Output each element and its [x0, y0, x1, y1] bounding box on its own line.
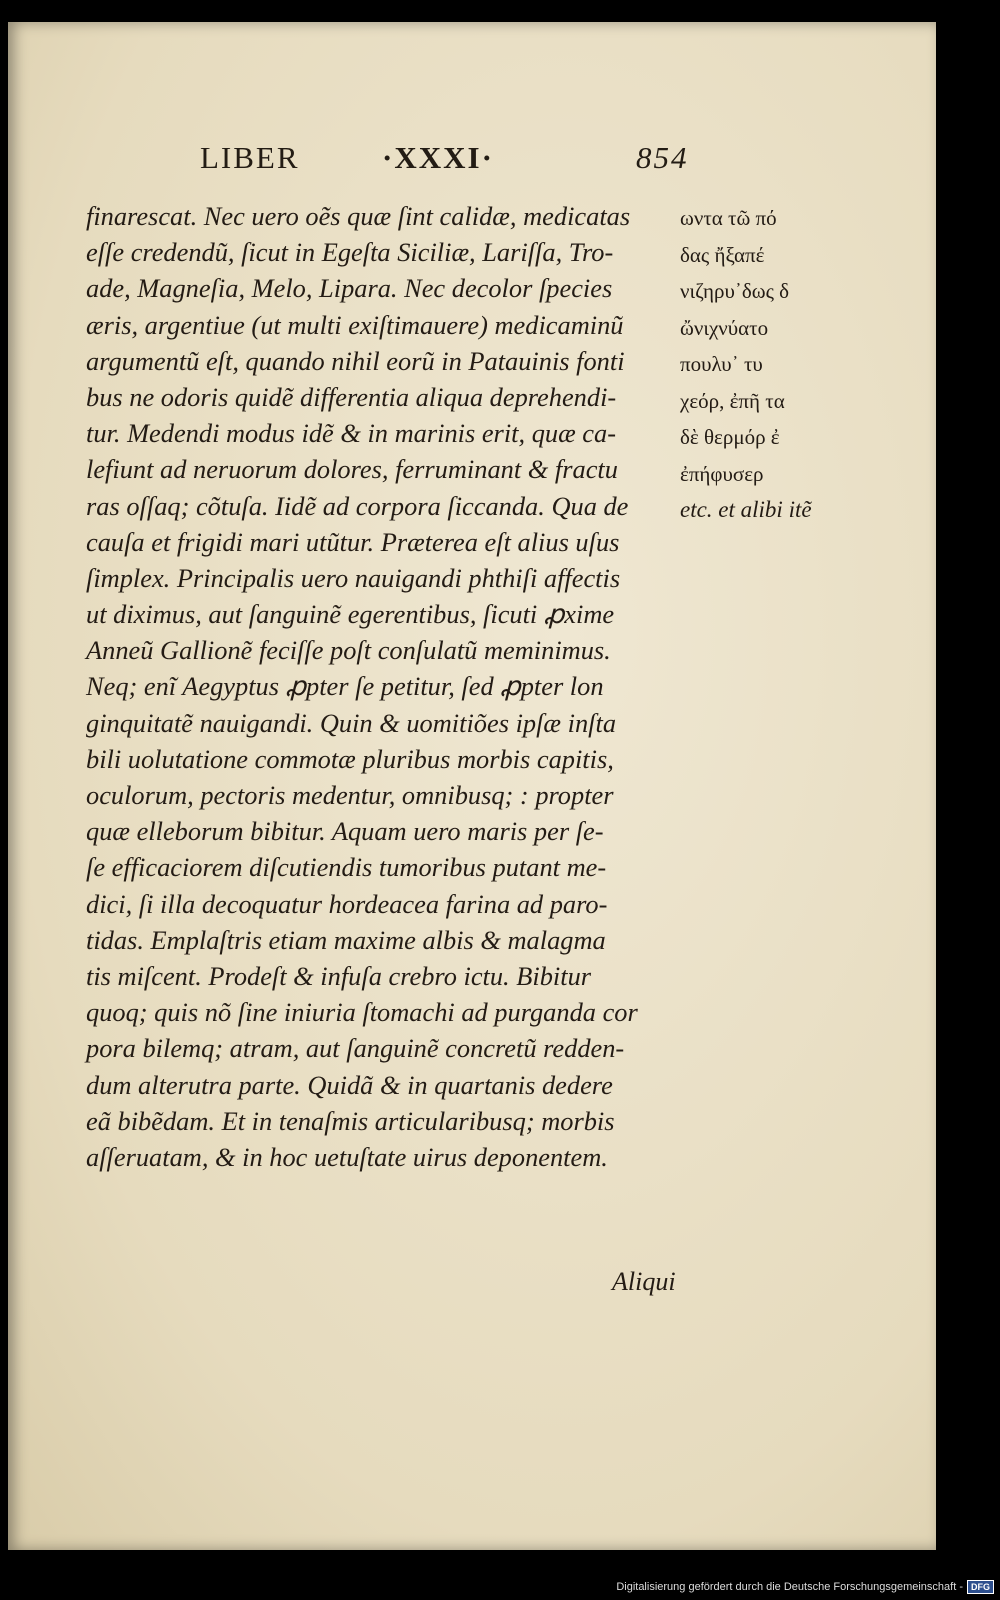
- text-line: bili uolutatione commotæ pluribus morbis capitis,: [86, 743, 614, 774]
- text-line: bus ne odoris quidẽ differentia aliqua deprehendi-: [86, 381, 617, 412]
- marginal-line: δας ἤξαπέ: [680, 242, 765, 267]
- running-header: [200, 140, 700, 184]
- text-line: quoq; quis nõ ſine iniuria ſtomachi ad purganda cor: [86, 997, 638, 1028]
- catchword: Aliqui: [612, 1267, 676, 1296]
- text-line: quæ elleborum bibitur. Aquam uero maris per ſe-: [86, 816, 604, 847]
- body-text: [86, 198, 696, 1175]
- digitization-credit: [616, 1580, 994, 1594]
- header-book-number: ·XXXI·: [382, 140, 494, 175]
- marginal-line: πουλυ᾿ τυ: [680, 352, 763, 376]
- header-liber: LIBER: [200, 140, 300, 175]
- text-line: Anneũ Gallionẽ feciſſe poſt conſulatũ meminimus.: [86, 635, 611, 666]
- text-line: ginquitatẽ nauigandi. Quin & uomitiões ipſæ inſta: [86, 707, 617, 738]
- text-line: ſe efficaciorem diſcutiendis tumoribus putant me-: [86, 852, 607, 883]
- text-line: oculorum, pectoris medentur, omnibusq; : propter: [86, 780, 614, 810]
- text-line: dici, ſi illa decoquatur hordeacea farina ad paro-: [86, 888, 608, 919]
- marginal-line: etc. et alibi itẽ: [680, 497, 812, 522]
- text-line: tidas. Emplaſtris etiam maxime albis & malagma: [86, 924, 606, 955]
- marginal-line: ὤνιχνύατο: [680, 315, 769, 340]
- text-line: dum alterutra parte. Quidã & in quartanis dedere: [86, 1069, 613, 1100]
- text-line: eã bibẽdam. Et in tenaſmis articularibusq; morbis: [86, 1105, 615, 1136]
- marginal-line: χεόρ, ἐπῆ τα: [680, 388, 785, 413]
- text-line: finarescat. Nec uero oẽs quæ ſint calidæ, medicatas: [86, 201, 631, 231]
- text-line: argumentũ eſt, quando nihil eorũ in Patauinis fonti: [86, 345, 625, 376]
- text-line: cauſa et frigidi mari utũtur. Præterea eſt alius uſus: [86, 526, 620, 557]
- text-line: ras oſſaq; cõtuſa. Iidẽ ad corpora ſiccanda. Qua de: [86, 490, 629, 521]
- text-line: aſſeruatam, & in hoc uetuſtate uirus deponentem.: [86, 1141, 608, 1172]
- text-line: ade, Magneſia, Melo, Lipara. Nec decolor ſpecies: [86, 273, 613, 304]
- book-page: [8, 22, 936, 1550]
- marginal-line: δὲ θερμόρ ἐ: [680, 425, 780, 449]
- text-line: ut diximus, aut ſanguinẽ egerentibus, ſicuti ꝓxime: [86, 599, 615, 630]
- header-page-number: 854: [636, 140, 689, 175]
- text-line: ſimplex. Principalis uero nauigandi phthiſi affectis: [86, 562, 621, 593]
- text-line: tur. Medendi modus idẽ & in marinis erit, quæ ca-: [86, 418, 616, 449]
- text-line: Neq; enĩ Aegyptus ꝓpter ſe petitur, ſed ꝓpter lon: [86, 671, 604, 702]
- dfg-logo: DFG: [967, 1580, 994, 1594]
- credit-text: Digitalisierung gefördert durch die Deutsche Forschungsgemeinschaft -: [616, 1581, 963, 1593]
- text-line: eſſe credendũ, ſicut in Egeſta Siciliæ, Lariſſa, Tro-: [86, 237, 614, 268]
- marginal-line: ωντα τῶ πό: [680, 206, 777, 230]
- text-line: æris, argentiue (ut multi exiſtimauere) medicaminũ: [86, 309, 624, 340]
- marginal-line: νιζηρυ᾿δως δ: [680, 279, 790, 303]
- text-line: lefiunt ad neruorum dolores, ferruminant & fractu: [86, 454, 618, 485]
- marginal-line: ἐπήφυσερ: [680, 461, 764, 486]
- text-line: tis miſcent. Prodeſt & infuſa crebro ictu. Bibitur: [86, 960, 592, 991]
- text-line: pora bilemq; atram, aut ſanguinẽ concretũ redden-: [86, 1033, 625, 1064]
- marginal-note: [680, 200, 850, 529]
